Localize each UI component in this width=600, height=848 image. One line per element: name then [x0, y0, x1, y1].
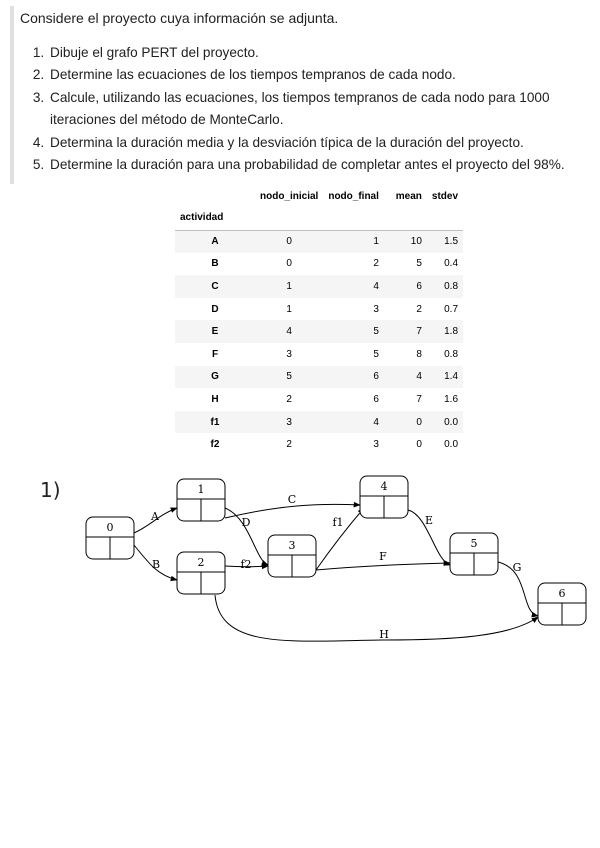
node-label: 2	[197, 556, 205, 569]
edge-H	[215, 595, 538, 641]
index-header: actividad	[175, 206, 255, 230]
cell-mean: 0	[416, 439, 422, 451]
cell-stdev: 0.7	[444, 303, 459, 315]
cell-stdev: 1.8	[444, 326, 459, 338]
cell-nodo-final: 5	[373, 348, 379, 360]
node-0	[86, 517, 134, 559]
cell-nodo-inicial: 0	[286, 258, 292, 270]
intro-text: Considere el proyecto cuya información se adjunta.	[20, 10, 339, 26]
edge-label: f2	[240, 558, 252, 571]
node-4	[360, 476, 408, 518]
node-5	[450, 533, 498, 575]
task-item: 4. Determina la duración media y la desviación típica de la duración del proyecto.	[48, 132, 600, 154]
cell-mean: 5	[416, 258, 422, 270]
cell-mean: 10	[410, 236, 422, 248]
cell-nodo-inicial: 3	[286, 416, 292, 428]
cell-nodo-inicial: 1	[286, 280, 292, 292]
row-index: G	[211, 371, 219, 383]
edge-label: B	[151, 558, 161, 571]
column-header: nodo_final	[328, 190, 379, 202]
column-header: stdev	[431, 190, 459, 202]
task-item: 2. Determine las ecuaciones de los tiempos tempranos de cada nodo.	[48, 64, 600, 86]
cell-stdev: 0.8	[444, 280, 459, 292]
edge-label: A	[151, 510, 159, 523]
column-header: mean	[395, 190, 422, 202]
edge-label: G	[512, 561, 522, 574]
node-2	[177, 552, 225, 594]
node-label: 0	[106, 521, 114, 534]
node-1	[177, 479, 225, 521]
cell-nodo-inicial: 0	[286, 236, 292, 248]
cell-nodo-inicial: 3	[286, 348, 292, 360]
cell-mean: 6	[416, 280, 422, 292]
column-header: nodo_inicial	[260, 190, 319, 202]
cell-mean: 4	[416, 371, 422, 383]
cell-nodo-final: 1	[373, 236, 379, 248]
cell-mean: 0	[416, 416, 422, 428]
node-label: 1	[197, 483, 205, 496]
cell-nodo-final: 2	[373, 258, 379, 270]
cell-nodo-inicial: 1	[286, 303, 292, 315]
handwritten-label: 1)	[40, 478, 61, 502]
cell-mean: 7	[416, 326, 422, 338]
row-index: C	[211, 280, 219, 292]
cell-mean: 2	[416, 303, 422, 315]
cell-stdev: 1.5	[444, 236, 459, 248]
row-index: D	[211, 303, 219, 315]
row-index: f1	[210, 416, 220, 428]
edge-F	[316, 563, 450, 570]
cell-stdev: 0.8	[444, 348, 459, 360]
edge-label: f1	[332, 516, 344, 529]
task-item: 5. Determine la duración para una probabilidad de completar antes el proyecto del 98%.	[48, 154, 600, 176]
cell-stdev: 0.4	[444, 258, 459, 270]
edge-label: H	[379, 628, 389, 641]
cell-nodo-final: 6	[373, 393, 379, 405]
cell-stdev: 0.0	[444, 439, 459, 451]
cell-mean: 8	[416, 348, 422, 360]
node-3	[268, 535, 316, 577]
cell-mean: 7	[416, 393, 422, 405]
cell-nodo-inicial: 2	[286, 439, 292, 451]
node-6	[538, 583, 586, 625]
cell-nodo-final: 4	[373, 280, 379, 292]
task-item: 3. Calcule, utilizando las ecuaciones, los tiempos tempranos de cada nodo para 1000 iteraciones del método de MonteCarlo.	[48, 87, 600, 132]
edge-label: F	[379, 550, 387, 563]
row-index: H	[211, 393, 219, 405]
node-label: 5	[470, 537, 478, 550]
cell-nodo-final: 4	[373, 416, 379, 428]
row-index: A	[211, 236, 219, 248]
row-index: E	[211, 326, 219, 338]
cell-nodo-inicial: 4	[286, 326, 292, 338]
cell-nodo-final: 3	[373, 439, 379, 451]
cell-nodo-final: 6	[373, 371, 379, 383]
edge-label: D	[241, 516, 251, 529]
cell-nodo-inicial: 5	[286, 371, 292, 383]
cell-nodo-final: 5	[373, 326, 379, 338]
cell-nodo-inicial: 2	[286, 393, 292, 405]
cell-nodo-final: 3	[373, 303, 379, 315]
cell-stdev: 1.4	[444, 371, 459, 383]
node-label: 6	[558, 587, 566, 600]
node-label: 4	[380, 480, 388, 493]
cell-stdev: 0.0	[444, 416, 459, 428]
node-label: 3	[288, 539, 296, 552]
edge-label: C	[287, 493, 297, 506]
row-index: B	[211, 258, 219, 270]
edge-label: E	[424, 514, 434, 527]
row-index: f2	[210, 439, 220, 451]
cell-stdev: 1.6	[444, 393, 459, 405]
task-item: 1. Dibuje el grafo PERT del proyecto.	[48, 42, 600, 64]
row-index: F	[211, 348, 219, 360]
